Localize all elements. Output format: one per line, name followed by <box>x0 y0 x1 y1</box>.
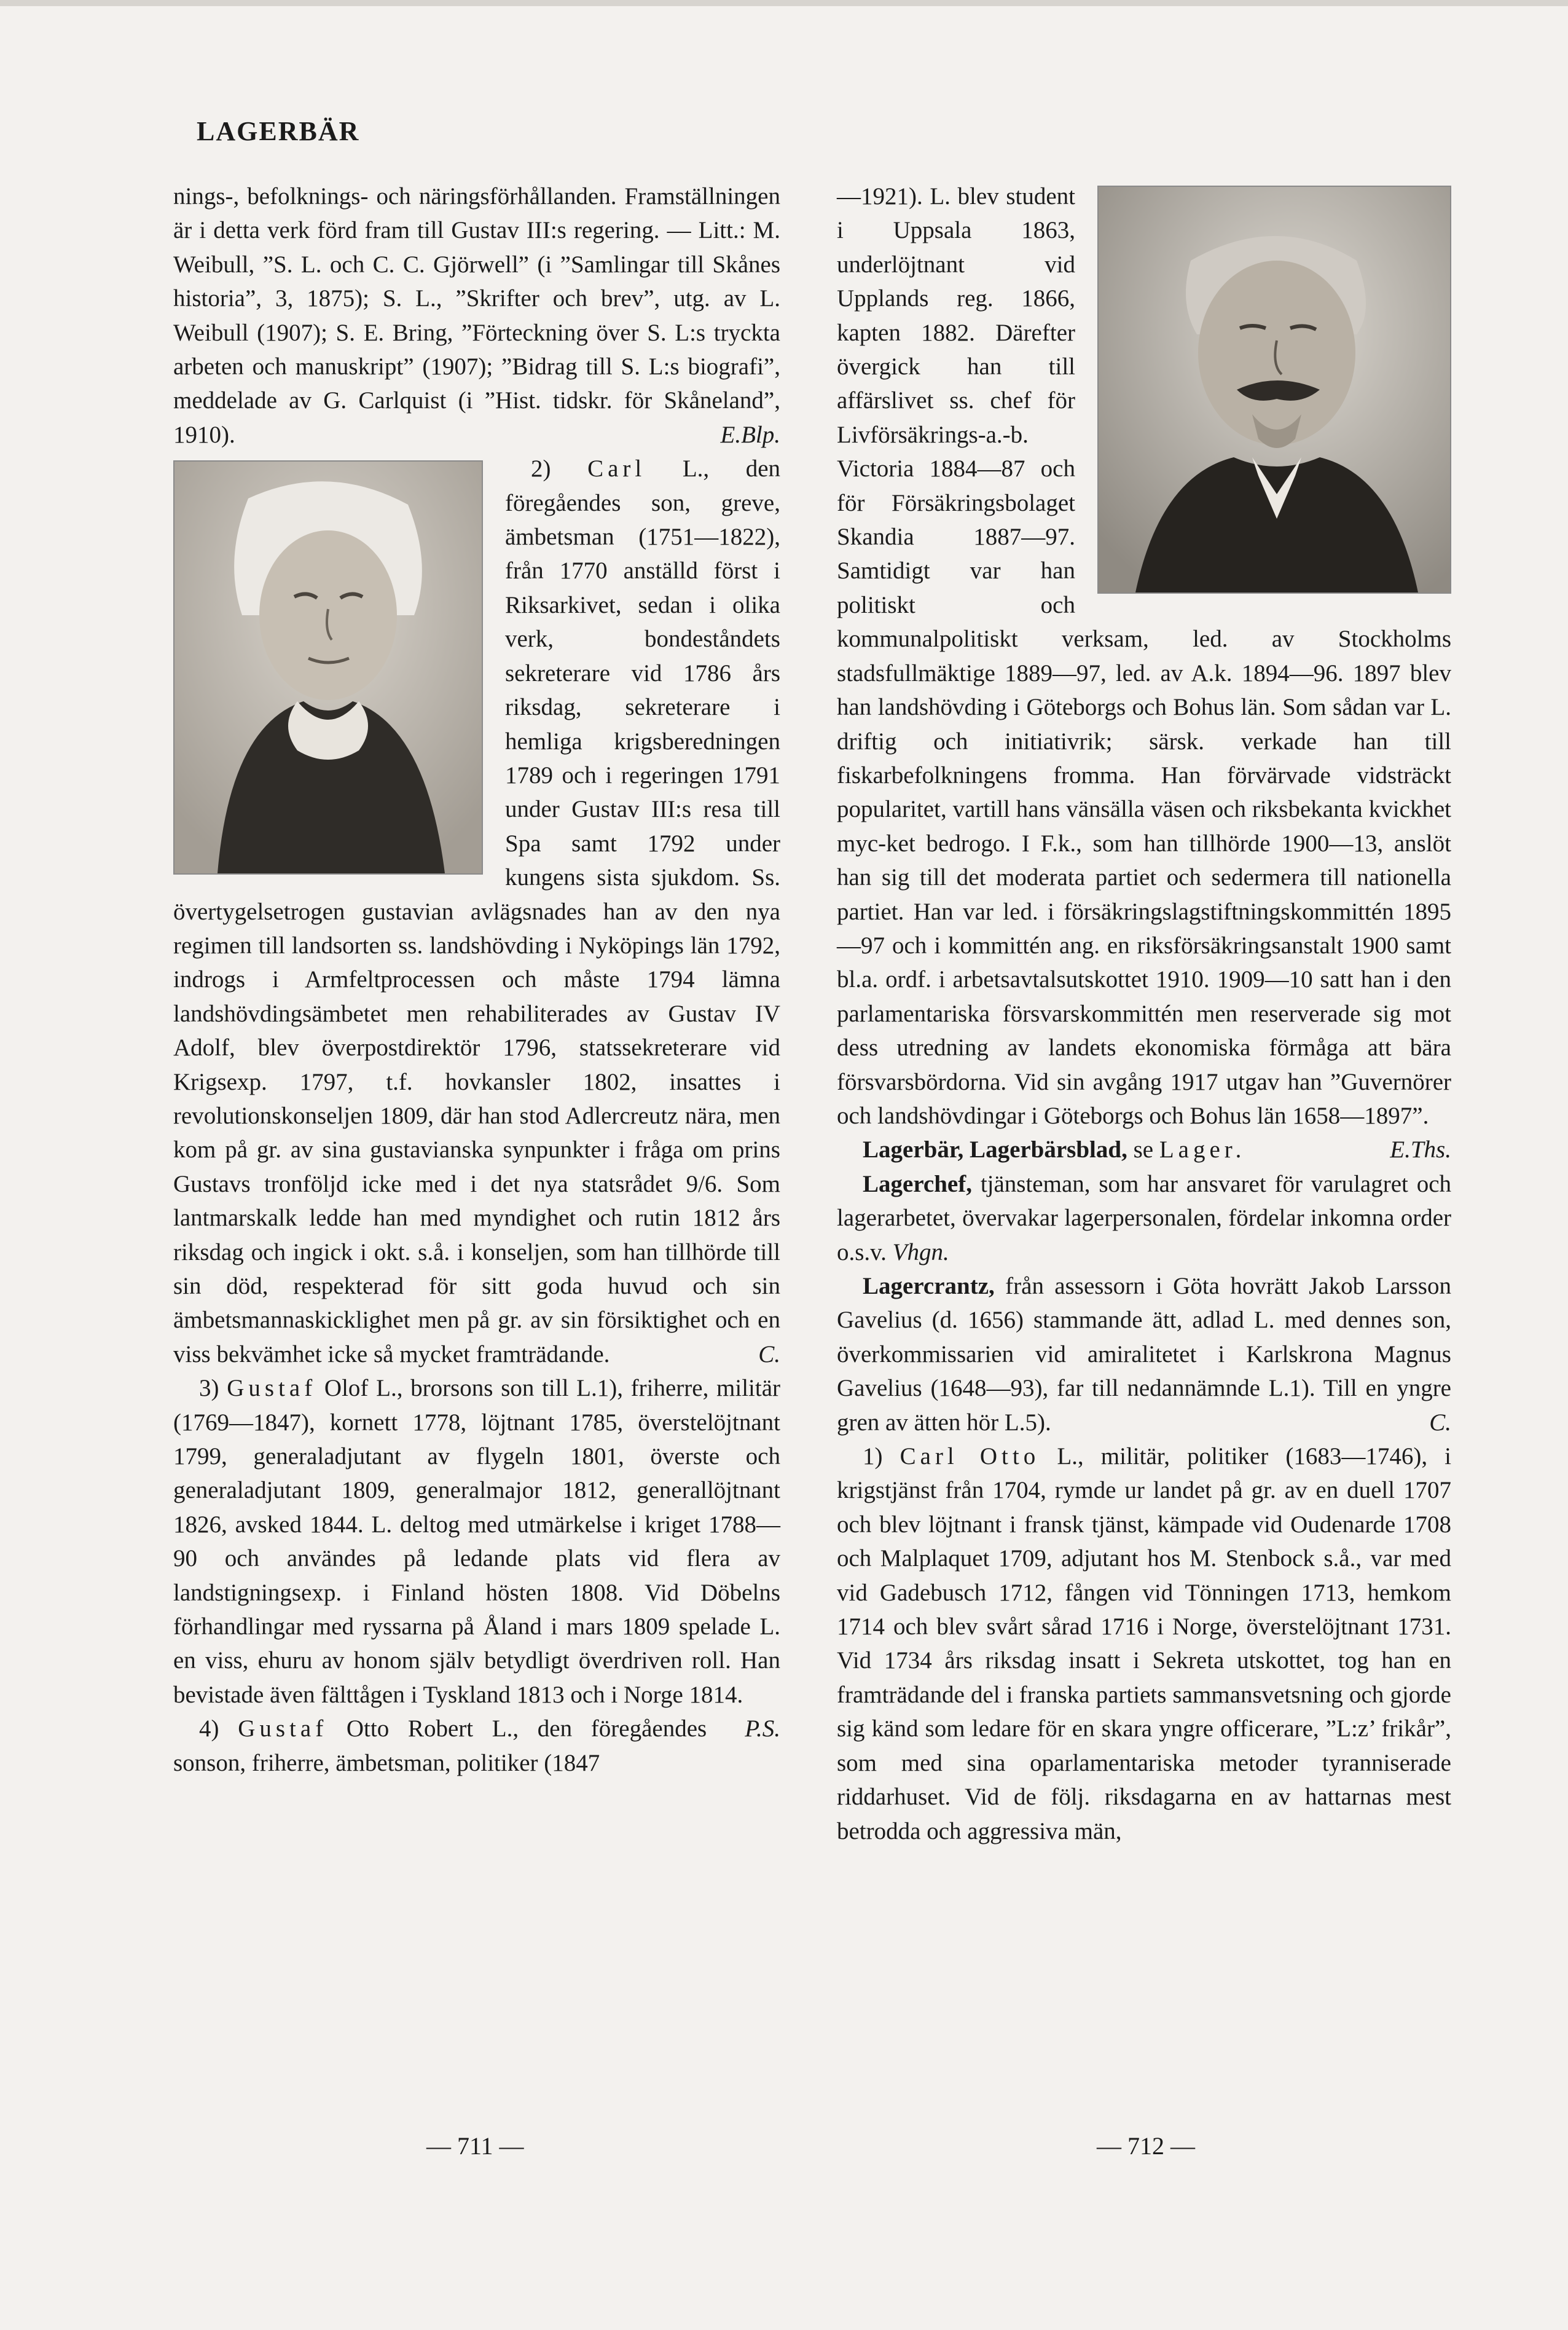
entry-name: Gustaf <box>238 1715 328 1742</box>
entry-carl-otto <box>837 1439 1451 1848</box>
right-column <box>837 179 1451 1848</box>
entry-gustaf-otto-robert <box>173 1712 780 1780</box>
paragraph-text: —1921). L. blev student i Uppsala 1863, underlöjtnant vid Upplands reg. 1866, kapten 1882. Därefter övergick han till affärslivet ss. chef för Livförsäkrings-a.-b. Victoria 1884—87 och för Försäkringsbolaget Skandia 1887—97. Samtidigt var han politiskt och kommunalpolitiskt verksam, led. av Stockholms stadsfullmäktige 1889—97, led. av A.k. 1894—96. 1897 blev han landshövding i Göteborgs och Bohus län. Som sådan var L. driftig och initiativrik; särsk. verkade han till fiskarbefolkningens fromma. Han förvärvade vidsträckt popularitet, vartill hans vänsälla väsen och riksbekanta kvickhet myc-ket bedrogo. I F.k., som han tillhörde 1900—13, anslöt han sig till det moderata partiet och sedermera till nationella partiet. Han var led. i försäkringslagstiftningskommittén 1895—97 och i kommittén ang. en riksförsäkringsanstalt 1900 samt bl.a. ordf. i arbetsavtalsutskottet 1910. 1909—10 satt han i den parlamentariska försvarskommittén men reserverade sig mot dess utredning av landets ekonomiska förmåga att bära försvarsbördorna. Vid sin avgång 1917 utgav han ”Guvernörer och landshövdingar i Göteborgs och Bohus län 1658—1897”. <box>837 183 1451 1129</box>
page-number-right: — 712 — <box>1097 2132 1195 2160</box>
paragraph-continuation <box>173 179 780 452</box>
entry-term: Lagercrantz, <box>863 1273 995 1299</box>
entry-body: L., militär, politiker (1683—1746), i krigstjänst från 1704, rymde ur landet på gr. av en duell 1707 och blev löjtnant i fransk tjänst, kämpade vid Oudenarde 1708 och Malplaquet 1709, adjutant hos M. Stenbock s.å., var med vid Gadebusch 1712, fången vid Tönningen 1713, hemkom 1714 och blev svårt sårad 1716 i Norge, överstelöjtnant 1731. Vid 1734 års riksdag insatt i Sekreta utskottet, tog han en framträdande del i franska partiets sammansvetsning och gjorde sig känd som ledare för en skara yngre officerare, ”L:z’ frikår”, som med sina oparlamentariska metoder tyranniserade riddarhuset. Vid de följ. riksdagarna en av hattarnas mest betrodda och aggressiva män, <box>837 1443 1452 1844</box>
author-signature: Vhgn. <box>892 1238 949 1265</box>
top-edge-rule <box>0 0 1568 6</box>
author-signature: E.Blp. <box>720 421 780 448</box>
paragraph-text: nings-, befolknings- och näringsförhållanden. Framställningen är i detta verk förd fram till Gustav III:s regering. — Litt.: M. Weibull, ”S. L. och C. C. Gjörwell” (i ”Samlingar till Skånes historia”, 3, 1875); S. L., ”Skrifter och brev”, utg. av L. Weibull (1907); S. E. Bring, ”Förteckning över S. L:s tryckta arbeten och manuskript” (1907); ”Bidrag till S. L:s biografi”, meddelade av G. Carlquist (i ”Hist. tidskr. för Skåneland”, 1910). <box>173 183 780 448</box>
entry-gustaf-olof <box>173 1371 781 1742</box>
page-header-title: LAGERBÄR <box>197 116 360 146</box>
entry-body: tjänsteman, som har ansvaret för varulagret och lagerarbetet, övervakar lagerpersonalen, fördelar inkomna order o.s.v. <box>837 1170 1452 1265</box>
entry-name: Gustaf <box>227 1375 317 1402</box>
entry-body: Otto Robert L., den föregåendes sonson, friherre, ämbetsman, politiker (1847 <box>173 1715 707 1776</box>
entry-body: från assessorn i Göta hovrätt Jakob Larsson Gavelius (d. 1656) stammande ätt, adlad L. med dennes son, överkommissarien vid amiralitetet i Karlskrona Magnus Gavelius (1648—93), far till nedannämnde L.1). Till en yngre gren av ätten hör L.5). <box>837 1273 1451 1436</box>
entry-name: Carl <box>587 455 646 482</box>
entry-number: 2) <box>531 455 551 482</box>
entry-lagerbar <box>837 1133 1451 1167</box>
entry-term: Lagerbär, Lagerbärsblad, <box>863 1136 1127 1163</box>
author-signature: C. <box>1429 1409 1451 1436</box>
entry-lagercrantz <box>837 1269 1451 1439</box>
author-signature: E.Ths. <box>1390 1136 1451 1163</box>
portrait-gustaf-otto-robert <box>1097 186 1451 594</box>
cross-reference: Lager. <box>1159 1136 1246 1163</box>
see-word: se <box>1133 1136 1154 1163</box>
portrait-carl-lagerbring <box>173 460 483 875</box>
entry-body: L., den föregåendes son, greve, ämbetsman (1751—1822), från 1770 anställd först i Riksarkivet, sedan i olika verk, bondeståndets sekreterare vid 1786 års riksdag, sekreterare i hemliga krigsberedningen 1789 och i regeringen 1791 under Gustav III:s resa till Spa samt 1792 under kungens sista sjukdom. Ss. övertygelsetrogen gustavian avlägsnades han av den nya regimen till landsorten ss. landshövding i Nyköpings län 1792, indrogs i Armfeltprocessen och måste 1794 lämna landshövdingsämbetet men rehabiliterades av Gustav IV Adolf, blev överpostdirektör 1796, statssekreterare vid Krigsexp. 1797, t.f. hovkansler 1802, insattes i revolutionskonseljen 1809, där han stod Adlercreutz nära, men kom på gr. av sina gustavianska synpunkter i fråga om prins Gustavs tronföljd icke med i det nya statsrådet 9/6. Som lantmarskalk ledde han med myndighet och rutin 1812 års riksdag och ingick i okt. s.å. i konseljen, som han tillhörde till sin död, respekterad för sitt goda huvud och sin ämbetsmannaskicklighet men på gr. av sin försiktighet och en viss bekvämhet icke så mycket framträdande. <box>173 455 781 1368</box>
entry-lagerchef <box>837 1167 1451 1269</box>
entry-carl <box>173 452 780 1371</box>
entry-term: Lagerchef, <box>863 1170 972 1197</box>
entry-body: Olof L., brorsons son till L.1), friherre, militär (1769—1847), kornett 1778, löjtnant 1785, överstelöjtnant 1799, generaladjutant av flygeln 1801, överste och generaladjutant 1809, generalmajor 1812, generallöjtnant 1826, avsked 1844. L. deltog med utmärkelse i kriget 1788—90 och användes på ledande plats vid flera av landstigningsexp. i Finland hösten 1808. Vid Döbelns förhandlingar med ryssarna på Åland i mars 1809 spelade L. en viss, ehuru av honom själv betydligt överdriven roll. Han bevistade även fälttågen i Tyskland 1813 och i Norge 1814. <box>173 1375 781 1708</box>
left-column <box>173 179 780 1780</box>
entry-number: 4) <box>199 1715 219 1742</box>
entry-number: 1) <box>863 1443 883 1470</box>
page-number-left: — 711 — <box>426 2132 524 2160</box>
entry-number: 3) <box>199 1375 219 1402</box>
entry-name: Carl Otto <box>900 1443 1040 1470</box>
portrait-image <box>174 462 482 873</box>
author-signature: C. <box>758 1340 780 1368</box>
author-signature: P.S. <box>745 1715 780 1742</box>
portrait-image <box>1099 187 1450 592</box>
